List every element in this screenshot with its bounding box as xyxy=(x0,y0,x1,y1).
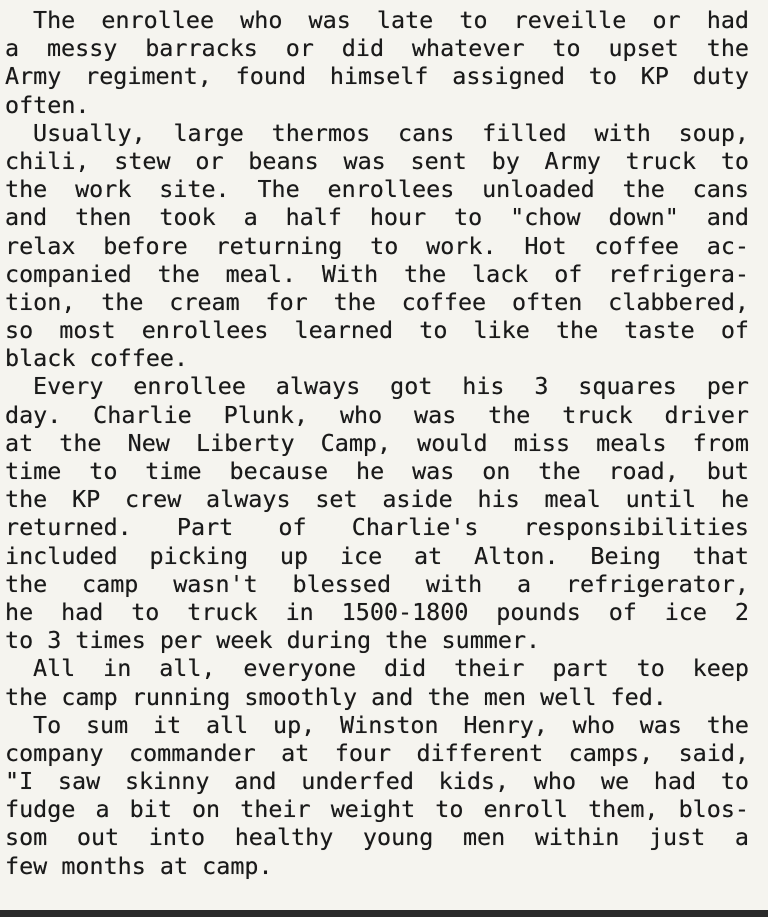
article-line: to 3 times per week during the summer. xyxy=(5,626,541,655)
article-line: the work site. The enrollees unloaded the cans xyxy=(5,175,749,204)
article-line: tion, the cream for the coffee often clabbered, xyxy=(5,287,749,316)
article-line: day. Charlie Plunk, who was the truck driver xyxy=(5,400,749,429)
bottom-divider-rule xyxy=(0,910,768,917)
article-body xyxy=(5,6,749,880)
article-line: at the New Liberty Camp, would miss meals from xyxy=(5,428,749,457)
article-line: company commander at four different camps, said, xyxy=(5,738,749,767)
article-line: the camp running smoothly and the men well fed. xyxy=(5,682,667,711)
article-line: companied the meal. With the lack of refrigera- xyxy=(5,259,749,288)
article-line: som out into healthy young men within just a xyxy=(5,823,749,852)
article-line: Every enrollee always got his 3 squares per xyxy=(33,372,749,401)
article-line: few months at camp. xyxy=(5,851,273,880)
article-line: returned. Part of Charlie's responsibilities xyxy=(5,513,749,542)
article-line: a messy barracks or did whatever to upset the xyxy=(5,34,749,63)
article-line: To sum it all up, Winston Henry, who was the xyxy=(33,710,749,739)
article-line: the camp wasn't blessed with a refrigerator, xyxy=(5,569,749,598)
article-line: The enrollee who was late to reveille or had xyxy=(33,6,749,34)
article-line: chili, stew or beans was sent by Army truck to xyxy=(5,146,749,175)
article-line: relax before returning to work. Hot coffee ac- xyxy=(5,231,749,260)
article-line: included picking up ice at Alton. Being that xyxy=(5,541,749,570)
article-line: the KP crew always set aside his meal until he xyxy=(5,485,749,514)
article-line: he had to truck in 1500-1800 pounds of ice 2 xyxy=(5,597,749,626)
article-line: "I saw skinny and underfed kids, who we had to xyxy=(5,767,749,796)
article-line: Usually, large thermos cans filled with soup, xyxy=(33,118,749,147)
article-line: time to time because he was on the road, but xyxy=(5,457,749,485)
article-line: All in all, everyone did their part to keep xyxy=(33,654,749,683)
article-line: and then took a half hour to "chow down" and xyxy=(5,203,749,232)
article-line: often. xyxy=(5,90,90,119)
article-line: Army regiment, found himself assigned to KP duty xyxy=(5,62,749,91)
article-line: so most enrollees learned to like the taste of xyxy=(5,316,749,345)
article-line: black coffee. xyxy=(5,344,189,373)
article-line: fudge a bit on their weight to enroll them, blos- xyxy=(5,795,749,824)
